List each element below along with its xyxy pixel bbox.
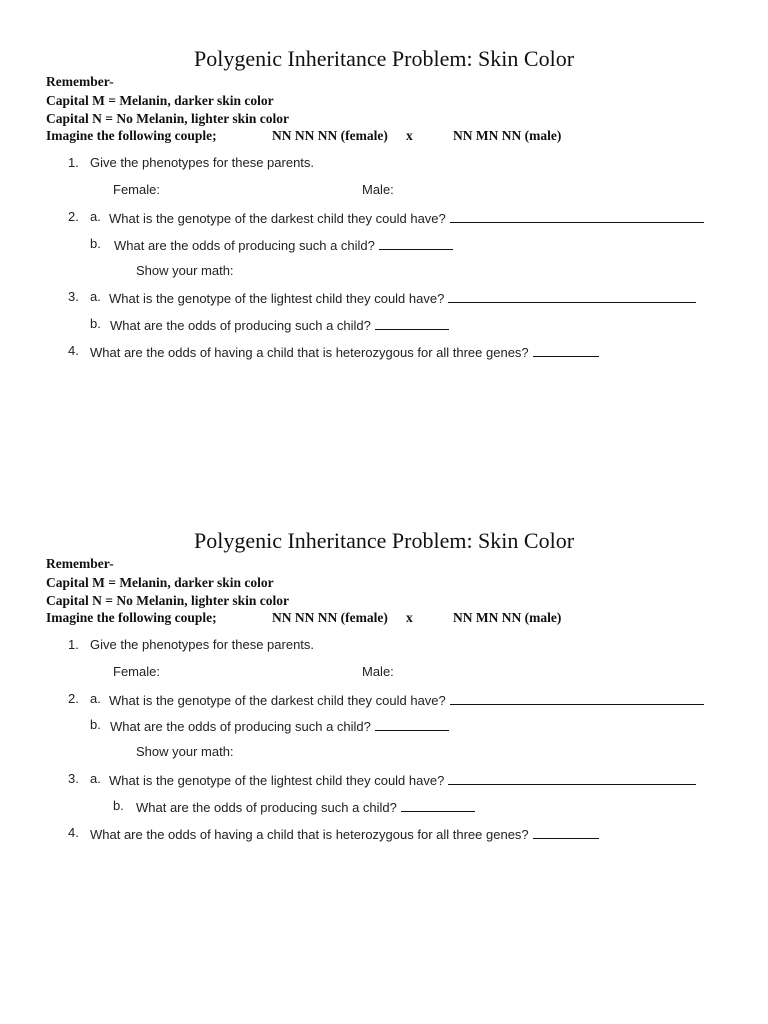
answer-blank-2b[interactable] bbox=[375, 717, 449, 731]
female-phenotype-label: Female: bbox=[113, 664, 160, 679]
question-3-number: 3. bbox=[68, 771, 79, 786]
question-2b-text: What are the odds of producing such a child? bbox=[110, 719, 371, 734]
answer-blank-3a[interactable] bbox=[448, 771, 696, 785]
cross-symbol: x bbox=[406, 128, 413, 143]
question-1-number: 1. bbox=[68, 637, 79, 652]
question-2a bbox=[109, 209, 704, 226]
remember-heading: Remember- bbox=[46, 556, 114, 571]
female-genotype: NN NN NN (female) bbox=[272, 610, 388, 625]
worksheet-1 bbox=[0, 0, 768, 480]
question-3-number: 3. bbox=[68, 289, 79, 304]
show-math-label: Show your math: bbox=[136, 263, 234, 278]
question-3a-text: What is the genotype of the lightest child they could have? bbox=[109, 291, 445, 306]
question-2b bbox=[114, 236, 453, 253]
question-3b-text: What are the odds of producing such a child? bbox=[136, 800, 397, 815]
show-math-label: Show your math: bbox=[136, 744, 234, 759]
question-2b-letter: b. bbox=[90, 717, 101, 732]
question-3b-text: What are the odds of producing such a child? bbox=[110, 318, 371, 333]
question-3a bbox=[109, 771, 696, 788]
question-2-number: 2. bbox=[68, 209, 79, 224]
question-2a bbox=[109, 691, 704, 708]
question-2b-letter: b. bbox=[90, 236, 101, 251]
question-3b bbox=[110, 316, 449, 333]
question-1-text: Give the phenotypes for these parents. bbox=[90, 155, 315, 170]
question-2a-letter: a. bbox=[90, 691, 101, 706]
answer-blank-4[interactable] bbox=[533, 825, 599, 839]
question-3a-text: What is the genotype of the lightest child they could have? bbox=[109, 773, 445, 788]
question-4-number: 4. bbox=[68, 825, 79, 840]
question-4 bbox=[90, 343, 599, 360]
answer-blank-4[interactable] bbox=[533, 343, 599, 357]
question-4-text: What are the odds of having a child that is heterozygous for all three genes? bbox=[90, 827, 529, 842]
question-2-number: 2. bbox=[68, 691, 79, 706]
question-3a-letter: a. bbox=[90, 289, 101, 304]
answer-blank-3a[interactable] bbox=[448, 289, 696, 303]
question-3b-letter: b. bbox=[90, 316, 101, 331]
capital-m-definition: Capital M = Melanin, darker skin color bbox=[46, 93, 274, 108]
question-1-text: Give the phenotypes for these parents. bbox=[90, 637, 315, 652]
imagine-couple-label: Imagine the following couple; bbox=[46, 128, 217, 143]
worksheet-2 bbox=[0, 482, 768, 962]
question-3b-letter: b. bbox=[113, 798, 124, 813]
female-genotype: NN NN NN (female) bbox=[272, 128, 388, 143]
question-3a bbox=[109, 289, 696, 306]
female-phenotype-label: Female: bbox=[113, 182, 160, 197]
question-3a-letter: a. bbox=[90, 771, 101, 786]
question-2b bbox=[110, 717, 449, 734]
male-genotype: NN MN NN (male) bbox=[453, 610, 562, 625]
male-phenotype-label: Male: bbox=[362, 664, 394, 679]
answer-blank-3b[interactable] bbox=[401, 798, 475, 812]
worksheet-title: Polygenic Inheritance Problem: Skin Color bbox=[193, 528, 575, 553]
answer-blank-2b[interactable] bbox=[379, 236, 453, 250]
capital-m-definition: Capital M = Melanin, darker skin color bbox=[46, 575, 274, 590]
question-2a-text: What is the genotype of the darkest child they could have? bbox=[109, 211, 446, 226]
remember-heading: Remember- bbox=[46, 74, 114, 89]
answer-blank-3b[interactable] bbox=[375, 316, 449, 330]
capital-n-definition: Capital N = No Melanin, lighter skin color bbox=[46, 593, 289, 608]
capital-n-definition: Capital N = No Melanin, lighter skin color bbox=[46, 111, 289, 126]
question-2a-text: What is the genotype of the darkest child they could have? bbox=[109, 693, 446, 708]
answer-blank-2a[interactable] bbox=[450, 691, 704, 705]
worksheet-title: Polygenic Inheritance Problem: Skin Color bbox=[193, 46, 575, 71]
male-genotype: NN MN NN (male) bbox=[453, 128, 562, 143]
question-1-number: 1. bbox=[68, 155, 79, 170]
question-4-number: 4. bbox=[68, 343, 79, 358]
answer-blank-2a[interactable] bbox=[450, 209, 704, 223]
question-4-text: What are the odds of having a child that is heterozygous for all three genes? bbox=[90, 345, 529, 360]
question-3b bbox=[136, 798, 475, 815]
question-4 bbox=[90, 825, 599, 842]
question-2b-text: What are the odds of producing such a child? bbox=[114, 238, 375, 253]
male-phenotype-label: Male: bbox=[362, 182, 394, 197]
cross-symbol: x bbox=[406, 610, 413, 625]
imagine-couple-label: Imagine the following couple; bbox=[46, 610, 217, 625]
question-2a-letter: a. bbox=[90, 209, 101, 224]
